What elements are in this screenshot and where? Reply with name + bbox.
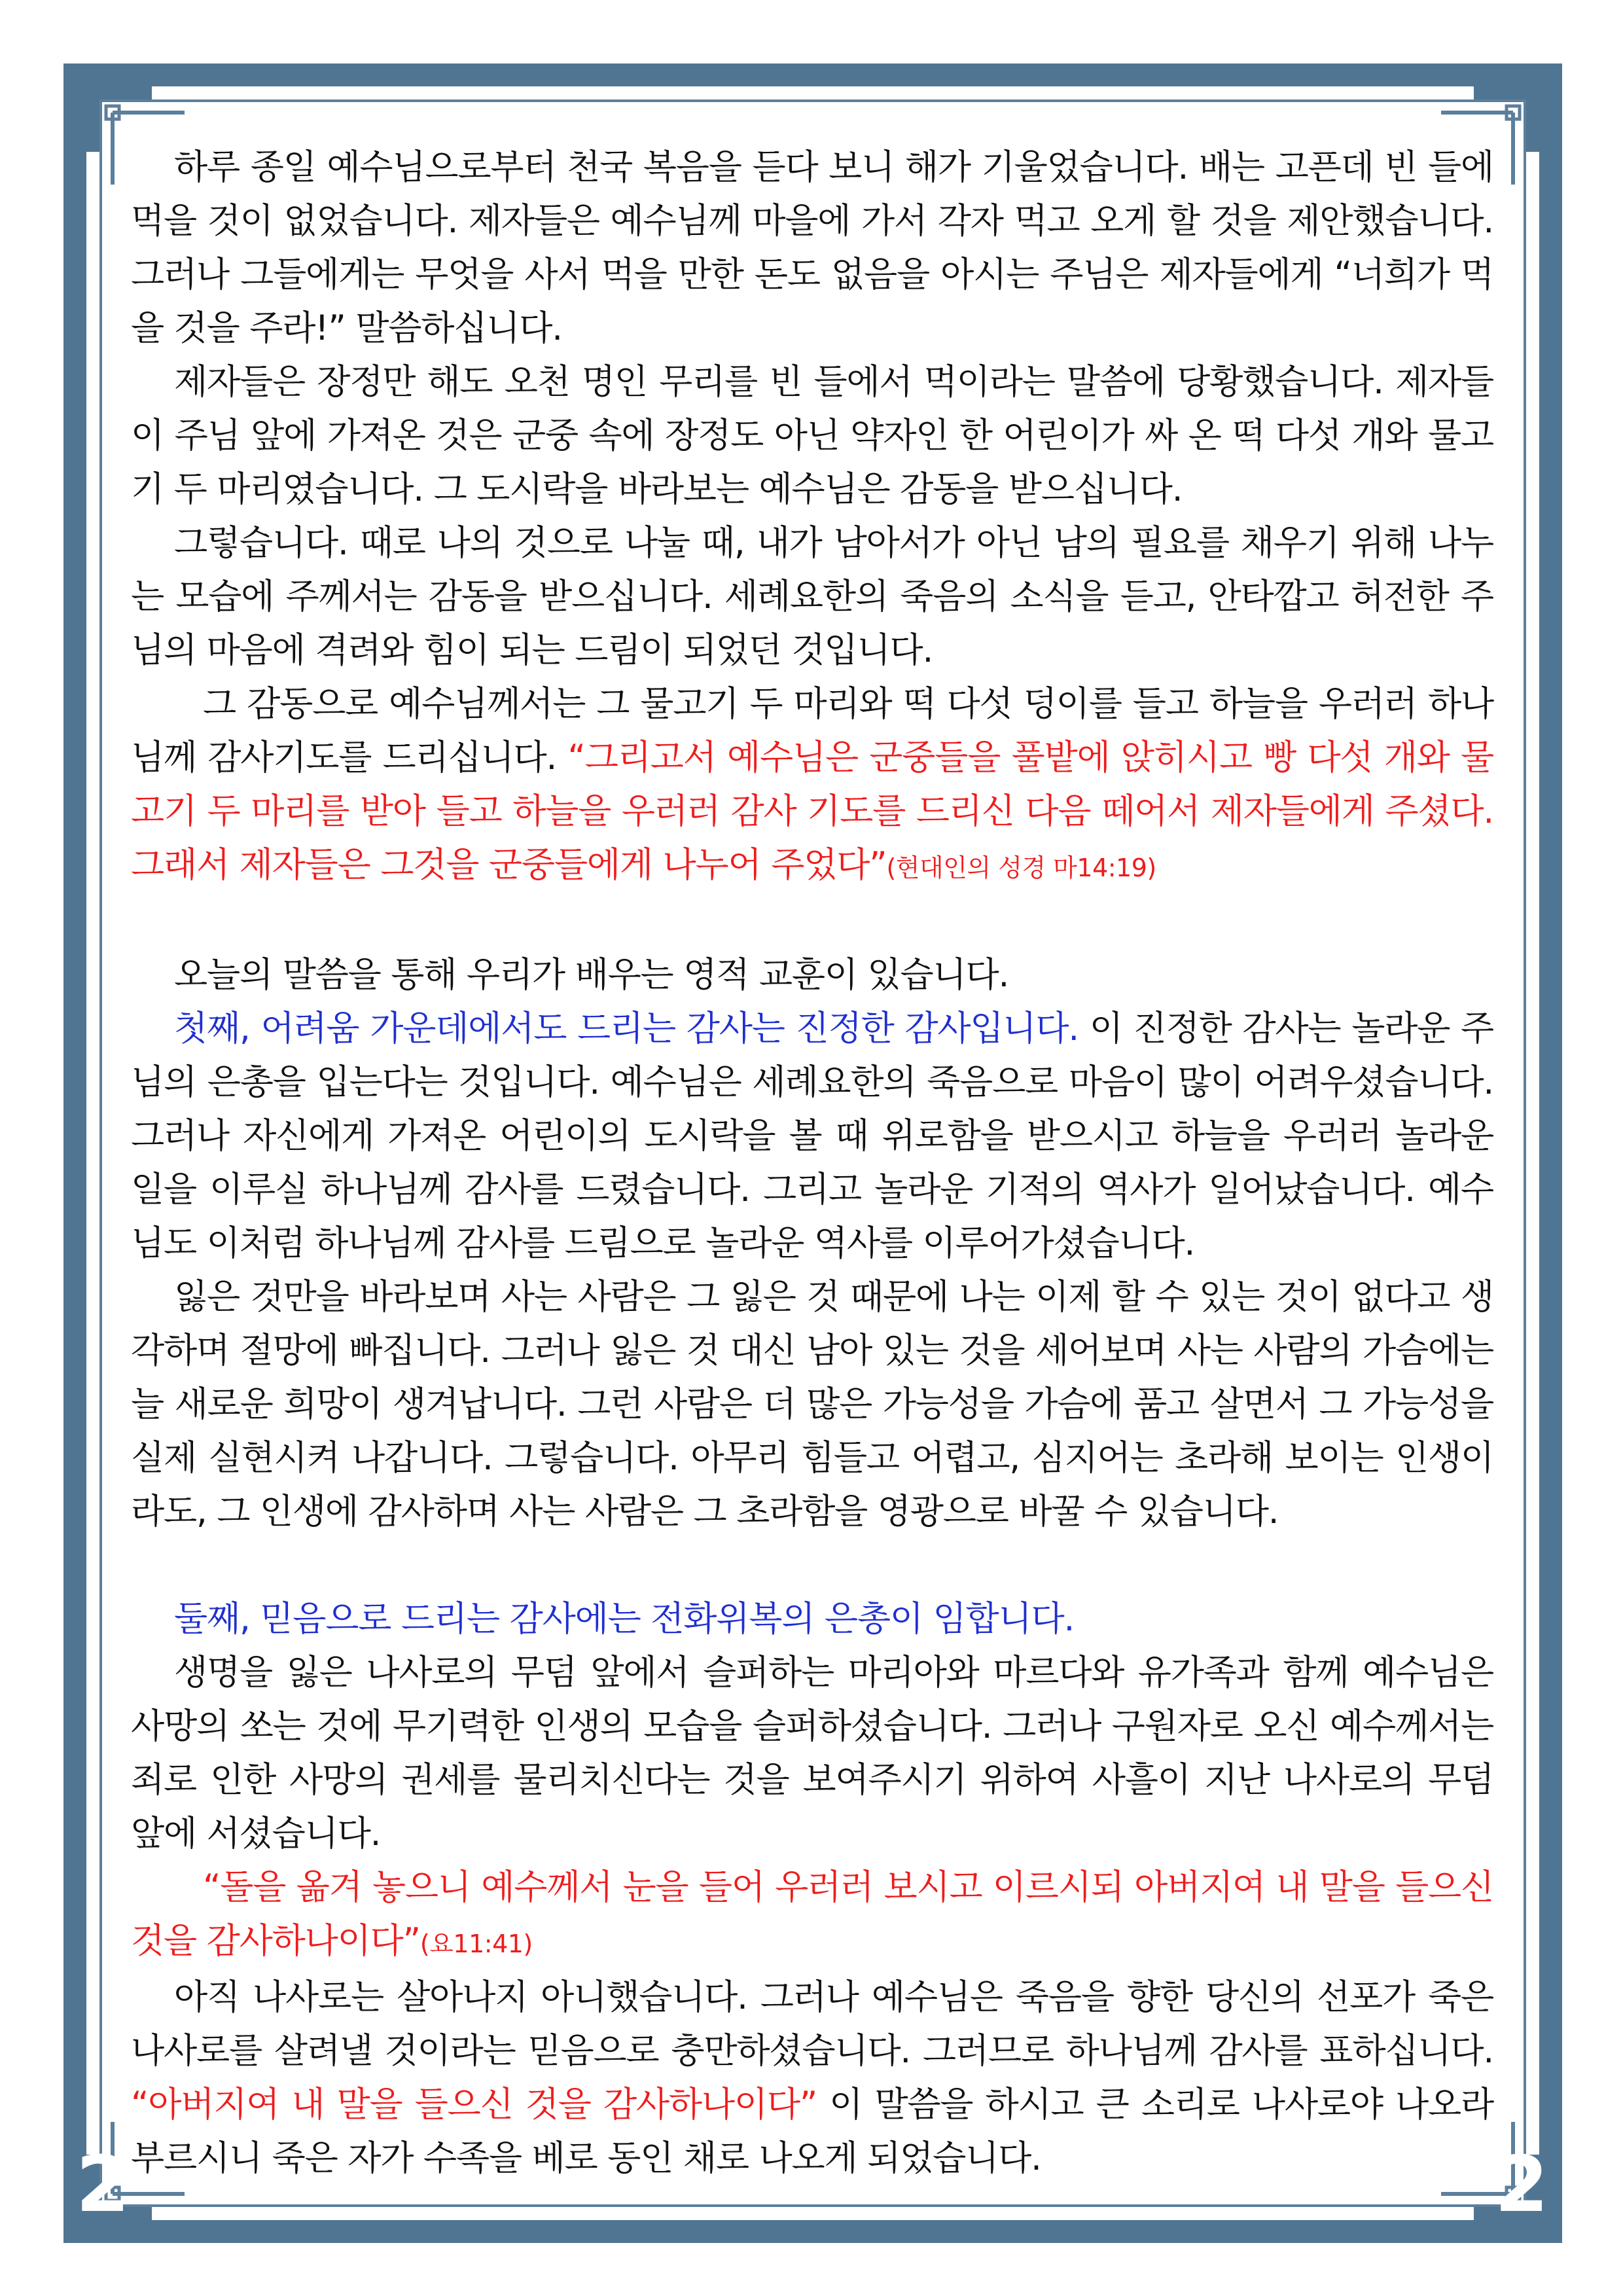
paragraph: 오늘의 말씀을 통해 우리가 배우는 영적 교훈이 있습니다. xyxy=(174,955,1009,995)
paragraph-spacer xyxy=(131,1539,1493,1592)
paragraph: 생명을 잃은 나사로의 무덤 앞에서 슬퍼하는 마리아와 마르다와 유가족과 함께 예수님은 사망의 쏘는 것에 무기력한 인생의 모습을 슬퍼하셨습니다. 그러나 구원자로 오신 예수께서는 죄로 인한 사망의 권세를 물리치신다는 것을 보여주시기 위하여 사흘이 지난 나사로의 무덤 앞에 서셨습니다. xyxy=(131,1653,1493,1854)
paragraph-text: 아직 나사로는 살아나지 아니했습니다. 그러나 예수님은 죽음을 향한 당신의 선포가 죽은 나사로를 살려낼 것이라는 믿음으로 충만하셨습니다. 그러므로 하나님께 감사를 표하십니다. xyxy=(131,1977,1493,2071)
paragraph: 제자들은 장정만 해도 오천 명인 무리를 빈 들에서 먹이라는 말씀에 당황했습니다. 제자들이 주님 앞에 가져온 것은 군중 속에 장정도 아닌 약자인 한 어린이가 싸 온 떡 다섯 개와 물고기 두 마리였습니다. 그 도시락을 바라보는 예수님은 감동을 받으십니다. xyxy=(131,362,1493,509)
paragraph xyxy=(131,1002,1493,1270)
page-number-left: 2 xyxy=(75,2139,130,2229)
lesson-heading-1: 첫째, 어려움 가운데에서도 드리는 감사는 진정한 감사입니다. xyxy=(174,1009,1079,1049)
paragraph-text: 그 감동으로 예수님께서는 그 물고기 두 마리와 떡 다섯 덩이를 들고 하늘을 우러러 하나님께 감사기도를 드리십니다. xyxy=(131,684,1493,778)
paragraph: 그렇습니다. 때로 나의 것으로 나눌 때, 내가 남아서가 아닌 남의 필요를 채우기 위해 나누는 모습에 주께서는 감동을 받으십니다. 세례요한의 죽음의 소식을 듣고, 안타깝고 허전한 주님의 마음에 격려와 힘이 되는 드림이 되었던 것입니다. xyxy=(131,523,1493,670)
paragraph-text: 이 진정한 감사는 놀라운 주님의 은총을 입는다는 것입니다. 예수님은 세례요한의 죽음으로 마음이 많이 어려우셨습니다. 그러나 자신에게 가져온 어린이의 도시락을 볼 때 위로함을 받으시고 하늘을 우러러 놀라운 일을 이루실 하나님께 감사를 드렸습니다. 그리고 놀라운 기적의 역사가 일어났습니다. 예수님도 이처럼 하나님께 감사를 드림으로 놀라운 역사를 이루어가셨습니다. xyxy=(131,1009,1493,1263)
paragraph xyxy=(131,677,1493,895)
paragraph xyxy=(131,1861,1493,1971)
paragraph xyxy=(131,1592,1493,1646)
scripture-quote: “돌을 옮겨 놓으니 예수께서 눈을 들어 우러러 보시고 이르시되 아버지여 내 말을 들으신 것을 감사하나이다” xyxy=(131,1867,1493,1961)
paragraph xyxy=(131,1971,1493,2185)
scripture-reference: (요11:41) xyxy=(419,1929,533,1958)
page-number-right: 2 xyxy=(1494,2139,1549,2229)
paragraph: 하루 종일 예수님으로부터 천국 복음을 듣다 보니 해가 기울었습니다. 배는 고픈데 빈 들에 먹을 것이 없었습니다. 제자들은 예수님께 마을에 가서 각자 먹고 오게 할 것을 제안했습니다. 그러나 그들에게는 무엇을 사서 먹을 만한 돈도 없음을 아시는 주님은 제자들에게 “너희가 먹을 것을 주라!” 말씀하십니다. xyxy=(131,147,1493,348)
paragraph-text: 이 말씀을 하시고 큰 소리로 나사로야 나오라 부르시니 죽은 자가 수족을 베로 동인 채로 나오게 되었습니다. xyxy=(131,2085,1493,2178)
sermon-body xyxy=(131,141,1493,2185)
paragraph-spacer xyxy=(131,895,1493,948)
scripture-quote: “아버지여 내 말을 들으신 것을 감사하나이다” xyxy=(131,2085,817,2125)
lesson-heading-2: 둘째, 믿음으로 드리는 감사에는 전화위복의 은총이 임합니다. xyxy=(174,1599,1075,1639)
paragraph: 잃은 것만을 바라보며 사는 사람은 그 잃은 것 때문에 나는 이제 할 수 있는 것이 없다고 생각하며 절망에 빠집니다. 그러나 잃은 것 대신 남아 있는 것을 세어보며 사는 사람의 가슴에는 늘 새로운 희망이 생겨납니다. 그런 사람은 더 많은 가능성을 가슴에 품고 살면서 그 가능성을 실제 실현시켜 나갑니다. 그렇습니다. 아무리 힘들고 어렵고, 심지어는 초라해 보이는 인생이라도, 그 인생에 감사하며 사는 사람은 그 초라함을 영광으로 바꿀 수 있습니다. xyxy=(131,1277,1493,1532)
scripture-quote: “그리고서 예수님은 군중들을 풀밭에 앉히시고 빵 다섯 개와 물고기 두 마리를 받아 들고 하늘을 우러러 감사 기도를 드리신 다음 떼어서 제자들에게 주셨다. 그래서 제자들은 그것을 군중들에게 나누어 주었다” xyxy=(131,738,1493,885)
scripture-reference: (현대인의 성경 마14:19) xyxy=(886,853,1156,882)
